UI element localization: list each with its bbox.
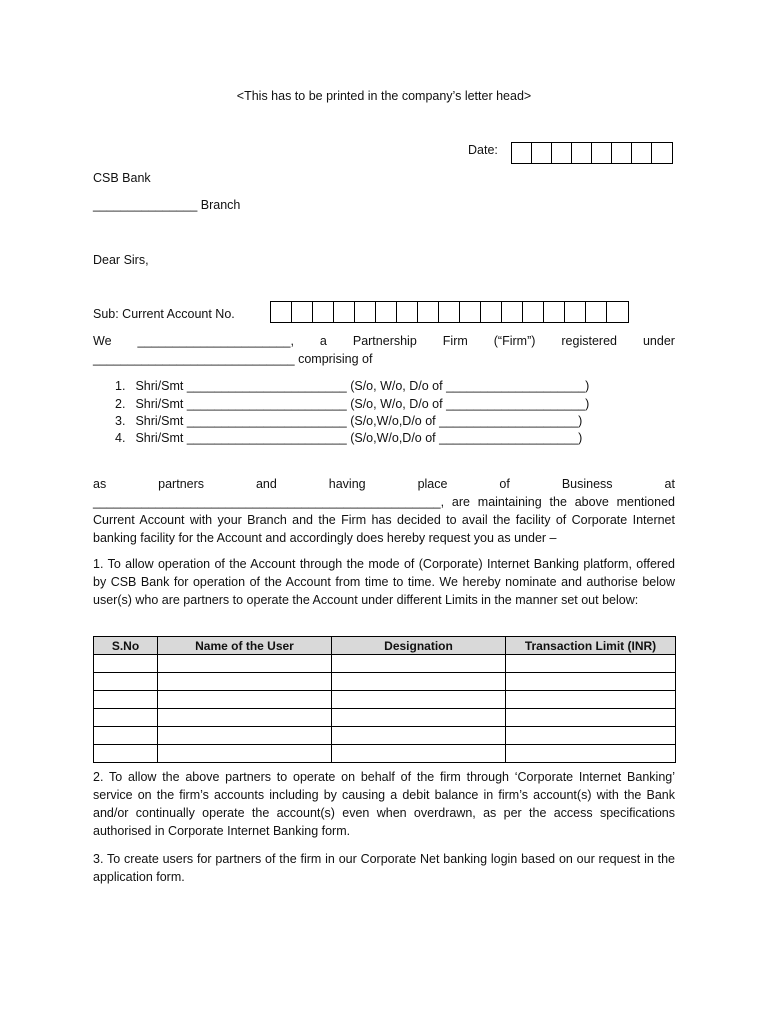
table-row: [94, 745, 676, 763]
business-word: partners: [158, 477, 205, 491]
intro-word: (“Firm”): [493, 334, 536, 348]
intro-word: Firm: [442, 334, 468, 348]
cell-user-name[interactable]: [158, 691, 332, 709]
cell-sno[interactable]: [94, 709, 158, 727]
cell-transaction-limit[interactable]: [506, 655, 676, 673]
table-row: [94, 691, 676, 709]
partner-number: 2.: [115, 397, 126, 411]
business-word: having: [328, 477, 366, 491]
table-row: [94, 655, 676, 673]
cell-user-name[interactable]: [158, 709, 332, 727]
business-word: and: [255, 477, 277, 491]
cell-sno[interactable]: [94, 673, 158, 691]
intro-word: ______________________,: [137, 334, 294, 348]
partner-text: Shri/Smt _______________________ (S/o, W/o, D/o of ____________________): [135, 397, 590, 411]
intro-line: [93, 333, 675, 349]
table-row: [94, 709, 676, 727]
intro-word: under: [642, 334, 675, 348]
partner-number: 4.: [115, 431, 126, 445]
partner-text: Shri/Smt _______________________ (S/o, W/o, D/o of ____________________): [135, 379, 590, 393]
cell-designation[interactable]: [332, 673, 506, 691]
cell-user-name[interactable]: [158, 655, 332, 673]
date-label: Date:: [468, 143, 498, 157]
partner-item-1: [115, 378, 589, 394]
business-word: Business: [561, 477, 613, 491]
partner-number: 1.: [115, 379, 126, 393]
business-word: at: [664, 477, 675, 491]
cell-designation[interactable]: [332, 745, 506, 763]
cell-sno[interactable]: [94, 745, 158, 763]
bank-name: CSB Bank: [93, 171, 151, 185]
intro-word: Partnership: [352, 334, 417, 348]
cell-user-name[interactable]: [158, 745, 332, 763]
cell-transaction-limit[interactable]: [506, 691, 676, 709]
clause-3: 3. To create users for partners of the firm in our Corporate Net banking login based on our request in the application form.: [93, 852, 675, 884]
business-line: [93, 476, 675, 492]
table-row: [94, 673, 676, 691]
cell-user-name[interactable]: [158, 673, 332, 691]
account-number-boxes[interactable]: [270, 301, 629, 323]
date-boxes[interactable]: [511, 142, 673, 164]
subject-label: Sub: Current Account No.: [93, 307, 235, 321]
partner-number: 3.: [115, 414, 126, 428]
intro-word: registered: [561, 334, 617, 348]
header-transaction-limit: Transaction Limit (INR): [506, 637, 676, 655]
header-designation: Designation: [332, 637, 506, 655]
cell-sno[interactable]: [94, 727, 158, 745]
cell-sno[interactable]: [94, 691, 158, 709]
users-table: [93, 636, 676, 763]
cell-transaction-limit[interactable]: [506, 745, 676, 763]
table-header-row: [94, 637, 676, 655]
cell-designation[interactable]: [332, 709, 506, 727]
intro-line-2: _____________________________ comprising of: [93, 352, 373, 366]
salutation: Dear Sirs,: [93, 253, 149, 267]
partner-text: Shri/Smt _______________________ (S/o,W/o,D/o of ____________________): [135, 414, 583, 428]
branch-line: _______________ Branch: [93, 198, 241, 212]
business-word: of: [499, 477, 510, 491]
cell-user-name[interactable]: [158, 727, 332, 745]
cell-sno[interactable]: [94, 655, 158, 673]
cell-transaction-limit[interactable]: [506, 727, 676, 745]
letterhead-note: <This has to be printed in the company’s letter head>: [236, 89, 532, 103]
cell-designation[interactable]: [332, 727, 506, 745]
clause-2: 2. To allow the above partners to operate on behalf of the firm through ‘Corporate Internet Banking’ service on the firm’s accounts including by causing a debit balance in firm’s account(s) with the Bank and/or continually operate the account(s) even when overdrawn, as per the access specifications authorised in Corporate Internet Banking form.: [93, 770, 675, 838]
cell-transaction-limit[interactable]: [506, 673, 676, 691]
clause-1: 1. To allow operation of the Account through the mode of (Corporate) Internet Banking platform, offered by CSB Bank for operation of the Account from time to time. We hereby nominate and authorise below user(s) who are partners to operate the Account under different Limits in the manner set out below:: [93, 557, 675, 607]
cell-designation[interactable]: [332, 691, 506, 709]
business-word: place: [417, 477, 448, 491]
business-word: as: [93, 477, 107, 491]
table-row: [94, 727, 676, 745]
partner-item-4: [115, 430, 582, 446]
intro-word: We: [93, 334, 112, 348]
partner-item-3: [115, 413, 582, 429]
cell-transaction-limit[interactable]: [506, 709, 676, 727]
header-sno: S.No: [94, 637, 158, 655]
partner-item-2: [115, 396, 589, 412]
intro-word: a: [319, 334, 327, 348]
header-user-name: Name of the User: [158, 637, 332, 655]
cell-designation[interactable]: [332, 655, 506, 673]
partner-text: Shri/Smt _______________________ (S/o,W/o,D/o of ____________________): [135, 431, 583, 445]
business-paragraph: __________________________________________________, are maintaining the above mentioned Current Account with your Branch and the Firm has decided to avail the facility of Corporate Internet banking facility for the Account and accordingly does hereby request you as under –: [93, 495, 675, 545]
